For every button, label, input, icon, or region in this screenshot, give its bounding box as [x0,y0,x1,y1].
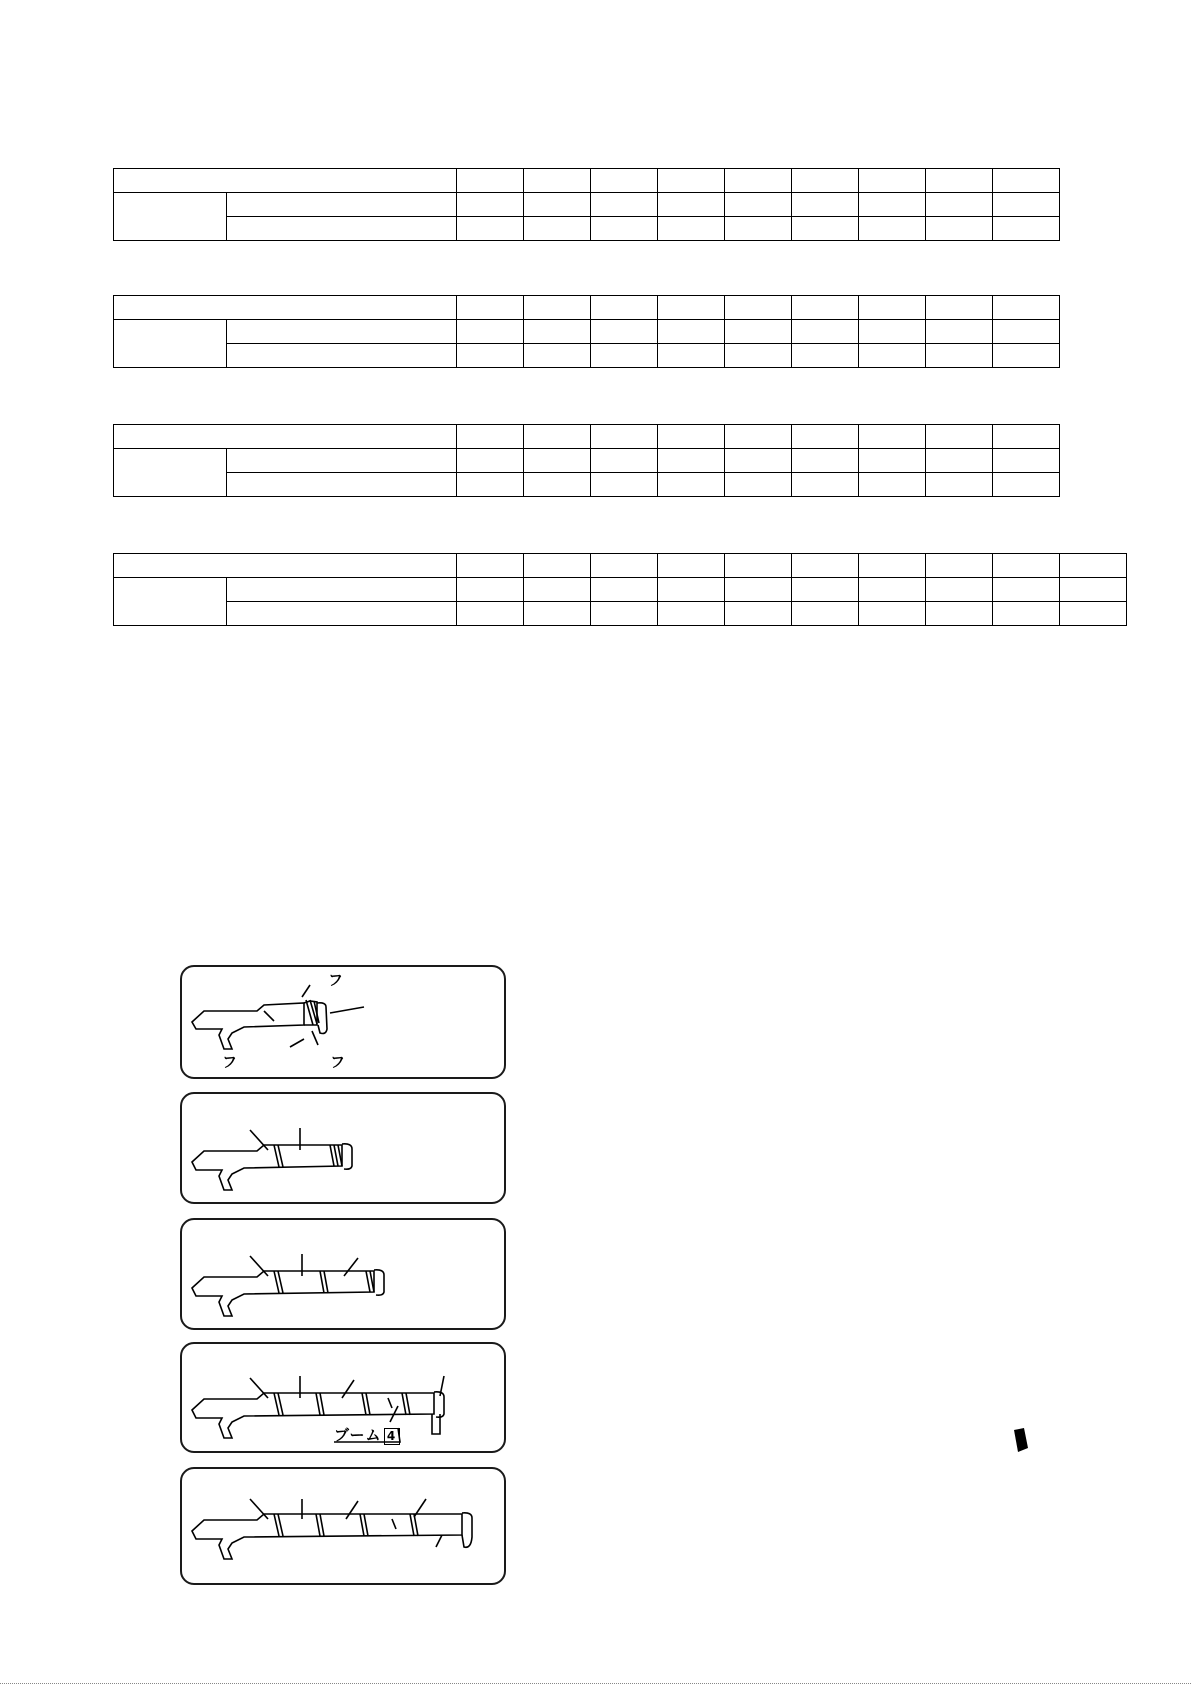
boom-diagram-2 [180,1092,506,1204]
table-row [114,193,1060,217]
table-header-row [114,425,1060,449]
table-row [114,473,1060,497]
table-row [114,602,1127,626]
table-row [114,578,1127,602]
spec-table-2 [113,295,1060,368]
table-row [114,449,1060,473]
mark-label: フ [222,1053,238,1071]
table-row [114,320,1060,344]
mark-label: フ [330,1053,346,1071]
page-bottom-rule [0,1683,1191,1684]
boom-diagram-5 [180,1467,506,1585]
marker-shape [1006,1426,1036,1456]
boom-diagram-3 [180,1218,506,1330]
spec-table-4 [113,553,1127,626]
boom-stage-2-drawing [182,1094,504,1202]
table-row [114,344,1060,368]
spec-table-3 [113,424,1060,497]
boom-callout-label [334,1424,400,1445]
table-header-row [114,296,1060,320]
boom-stage-3-drawing [182,1220,504,1328]
mark-label: フ [328,971,344,989]
table-header-row [114,169,1060,193]
spec-table-1 [113,168,1060,241]
boom-diagram-1 [180,965,506,1079]
boom-stage-5-drawing [182,1469,504,1583]
table-header-row [114,554,1127,578]
boom-callout-text: ブーム [334,1426,382,1444]
boom-diagram-4 [180,1342,506,1453]
boom-callout-number: 4 [384,1428,400,1445]
table-row [114,217,1060,241]
